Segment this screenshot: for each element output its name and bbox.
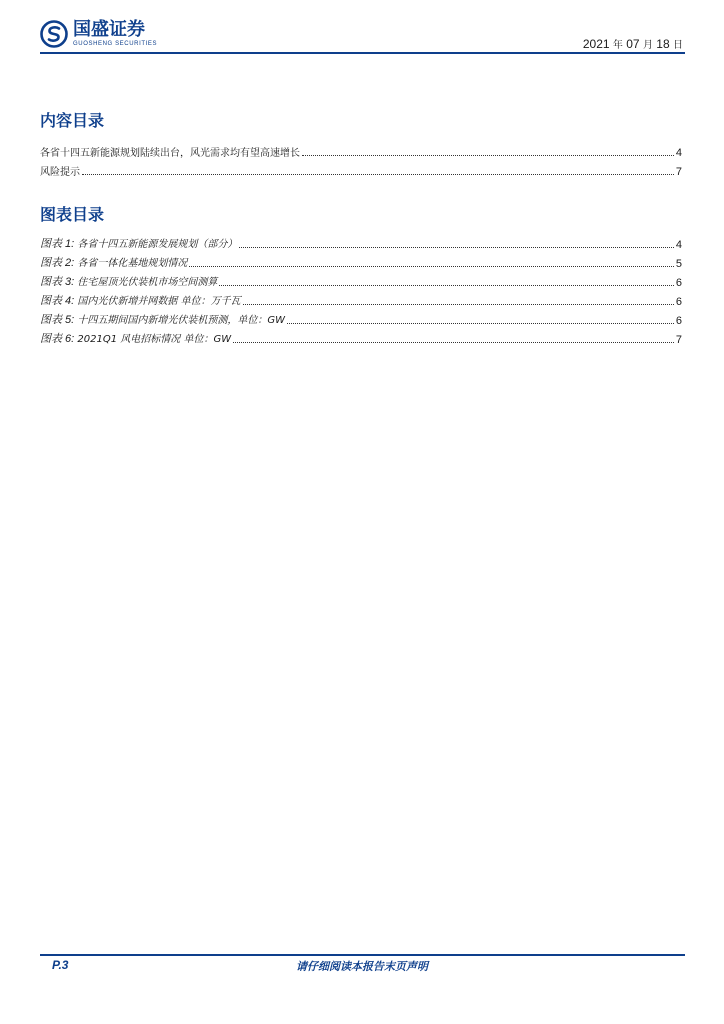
figure-entry-5[interactable] [40, 308, 682, 327]
logo-chinese-name: 国盛证券 [73, 19, 145, 40]
page-header [40, 20, 685, 54]
company-logo [40, 20, 157, 48]
figure-entry-2[interactable] [40, 251, 682, 270]
toc-leader-dots [233, 341, 674, 343]
figure-title: 各省十四五新能源发展规划（部分） [77, 239, 238, 250]
figure-title: 住宅屋顶光伏装机市场空间测算 [77, 277, 218, 288]
date-month: 07 [626, 37, 640, 51]
figure-number: 图表 2: [40, 257, 75, 269]
contents-title: 内容目录 [40, 111, 105, 130]
figure-entry-1[interactable] [40, 232, 682, 251]
figure-page: 6 [675, 277, 682, 289]
figure-number: 图表 1: [40, 238, 75, 250]
figure-entry-4[interactable] [40, 289, 682, 308]
figure-page: 4 [675, 239, 682, 251]
footer-divider [40, 954, 685, 956]
figure-page: 6 [675, 296, 682, 308]
disclaimer-note: 请仔细阅读本报告末页声明 [296, 960, 428, 973]
toc-leader-dots [189, 265, 673, 267]
figure-title: 十四五期间国内新增光伏装机预测，单位：GW [77, 315, 286, 326]
toc-leader-dots [243, 303, 674, 305]
figure-title: 2021Q1 风电招标情况 单位：GW [77, 334, 232, 345]
figure-number: 图表 6: [40, 333, 75, 345]
toc-entry-label: 各省十四五新能源规划陆续出台，风光需求均有望高速增长 [40, 148, 300, 159]
guosheng-logo-icon [40, 20, 68, 48]
figure-entry-3[interactable] [40, 270, 682, 289]
toc-leader-dots [287, 322, 674, 324]
figure-page: 6 [675, 315, 682, 327]
figure-number: 图表 4: [40, 295, 75, 307]
toc-entry-page: 7 [675, 166, 682, 178]
toc-leader-dots [219, 284, 673, 286]
figure-title: 各省一体化基地规划情况 [77, 258, 188, 269]
contents-list [40, 140, 682, 178]
figure-number: 图表 3: [40, 276, 75, 288]
logo-english-name: GUOSHENG SECURITIES [73, 41, 158, 47]
toc-entry-risks[interactable] [40, 159, 682, 178]
date-day-unit: 日 [673, 40, 683, 51]
date-day: 18 [656, 37, 670, 51]
figure-number: 图表 5: [40, 314, 75, 326]
figure-page: 7 [675, 334, 682, 346]
toc-entry-label: 风险提示 [40, 167, 80, 178]
page-number: P.3 [52, 958, 69, 972]
date-month-unit: 月 [642, 40, 653, 51]
toc-leader-dots [82, 173, 674, 175]
date-year-unit: 年 [612, 40, 623, 51]
figure-page: 5 [675, 258, 682, 270]
toc-leader-dots [302, 154, 674, 156]
report-date [583, 36, 683, 51]
figure-entry-6[interactable] [40, 327, 682, 346]
header-divider [40, 52, 685, 54]
toc-entry-page: 4 [675, 147, 682, 159]
figures-list [40, 232, 682, 346]
figure-title: 国内光伏新增并网数据 单位：万千瓦 [77, 296, 241, 307]
date-year: 2021 [582, 37, 610, 51]
figures-title: 图表目录 [40, 205, 105, 224]
toc-entry-outlook[interactable] [40, 140, 682, 159]
toc-leader-dots [239, 246, 673, 248]
